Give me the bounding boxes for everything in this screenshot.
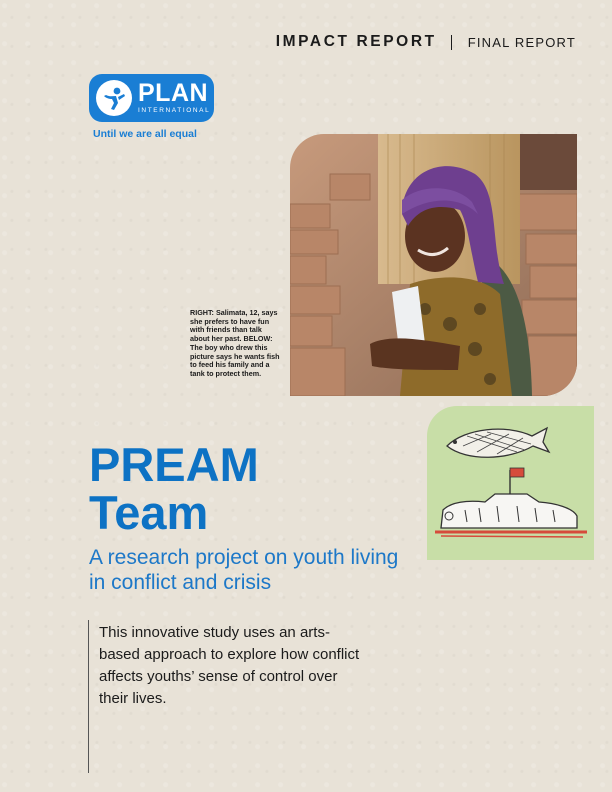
child-drawing-fish-tank-icon [427, 406, 594, 560]
intro-paragraph: This innovative study uses an arts-based approach to explore how conflict affects youths’ sense of control over their lives. [99, 624, 360, 707]
report-subtitle: A research project on youth living in conflict and crisis [89, 546, 399, 594]
title-line-2: Team [89, 486, 209, 539]
header-final-report: FINAL REPORT [467, 34, 576, 50]
logo-wordmark: PLAN [138, 79, 209, 108]
title-line-1: PREAM [89, 438, 259, 491]
girl-portrait-photo [290, 134, 577, 396]
photo-caption: RIGHT: Salimata, 12, says she prefers to have fun with friends than talk about her past. BELOW: The boy who drew this picture says he wants fish to feed his family and a tank to protect them. [190, 308, 280, 378]
header-divider [451, 35, 452, 50]
body-divider-line [88, 620, 89, 773]
plan-child-icon [96, 80, 132, 116]
plan-logo [89, 74, 214, 122]
report-header [276, 33, 576, 51]
logo-subtitle: INTERNATIONAL [138, 107, 211, 115]
logo-tagline: Until we are all equal [93, 128, 197, 140]
header-impact-report: IMPACT REPORT [275, 33, 437, 50]
report-title [89, 438, 259, 539]
